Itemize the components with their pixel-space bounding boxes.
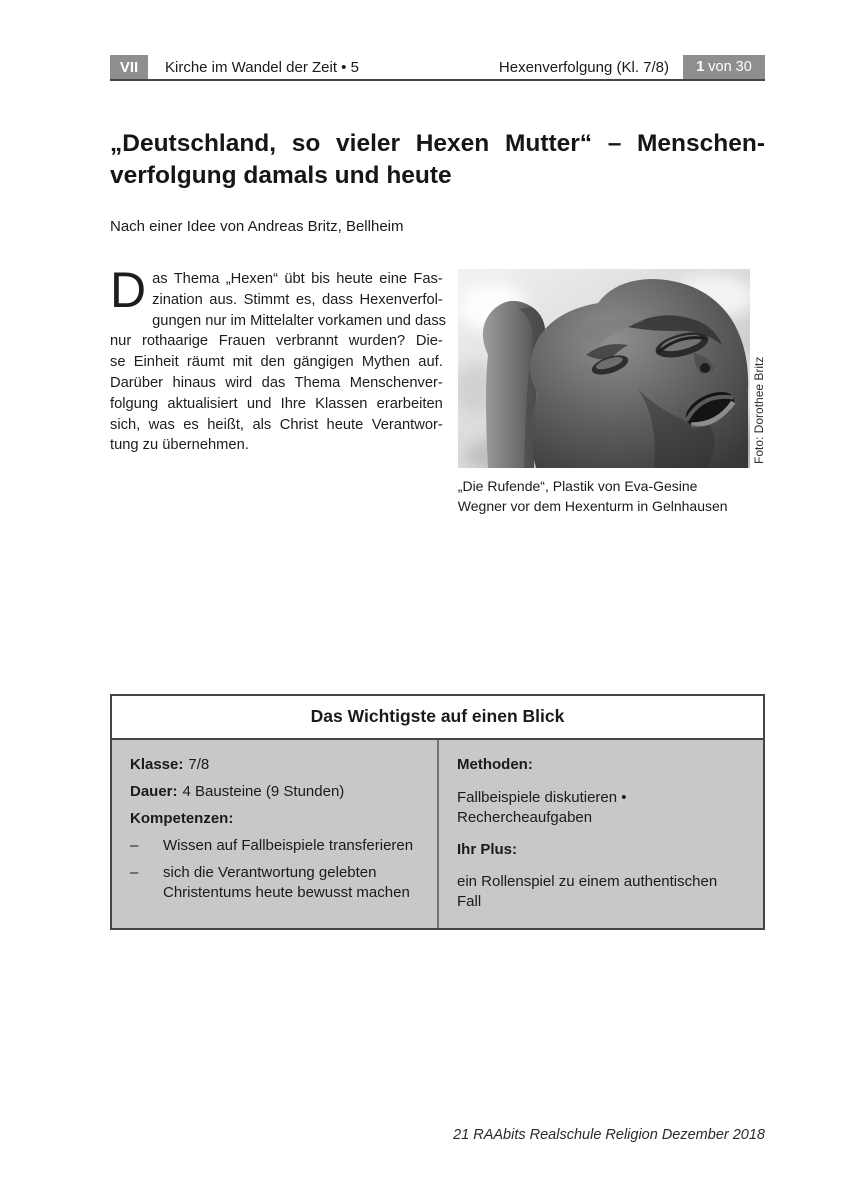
dash-bullet: – bbox=[130, 837, 139, 854]
intro-line: se Einheit räumt mit den gängigen Mythen auf. bbox=[110, 354, 443, 371]
unit-code-badge: VII bbox=[110, 55, 148, 79]
dash-bullet: – bbox=[130, 864, 139, 881]
intro-line: Darüber hinaus wird das Thema Menschenver- bbox=[110, 374, 443, 391]
intro-line: as Thema „Hexen“ übt bis heute eine Fas- bbox=[152, 271, 443, 287]
topic-title: Hexenverfolgung (Kl. 7/8) bbox=[498, 58, 669, 76]
main-content-row bbox=[110, 262, 766, 516]
photo-caption: „Die Rufende“, Plastik von Eva-Gesine Wegner vor dem Hexenturm in Gelnhausen bbox=[457, 478, 728, 514]
ihr-plus-value: ein Rollenspiel zu einem authentischen Fall bbox=[457, 873, 718, 910]
overview-box-title: Das Wichtigste auf einen Blick bbox=[112, 696, 763, 740]
page-total: von 30 bbox=[708, 59, 752, 75]
intro-paragraph bbox=[110, 262, 447, 516]
header-spacer bbox=[359, 55, 499, 79]
page-header bbox=[110, 55, 765, 81]
article-title-line2: verfolgung damals und heute bbox=[110, 162, 452, 189]
klasse-label: Klasse: bbox=[130, 756, 184, 773]
imprint-footer: 21 RAAbits Realschule Religion Dezember 2018 bbox=[453, 1127, 765, 1143]
dauer-value: 4 Bausteine (9 Stunden) bbox=[182, 783, 345, 800]
kompetenz-item-text: Wissen auf Fallbeispiele transferieren bbox=[163, 837, 414, 854]
methoden-value: Fallbeispiele diskutieren • Rechercheaufgaben bbox=[457, 789, 627, 826]
drop-cap: D bbox=[110, 262, 147, 318]
kompetenz-item bbox=[130, 836, 419, 856]
article-title bbox=[110, 128, 765, 192]
intro-line: sich, was es heißt, als Christ heute Verantwor- bbox=[110, 416, 443, 433]
intro-line: folgung aktualisiert und Ihre Klassen erarbeiten bbox=[110, 395, 443, 412]
intro-line: tung zu übernehmen. bbox=[110, 437, 249, 454]
overview-left-cell bbox=[112, 740, 439, 928]
kompetenzen-label: Kompetenzen: bbox=[130, 810, 234, 827]
overview-right-cell bbox=[439, 740, 763, 928]
byline: Nach einer Idee von Andreas Britz, Bellheim bbox=[110, 218, 404, 235]
article-title-line1: „Deutschland, so vieler Hexen Mutter“ – Menschen- bbox=[110, 130, 765, 157]
dauer-label: Dauer: bbox=[130, 783, 178, 800]
photo-credit: Foto: Dorothee Britz bbox=[751, 356, 766, 464]
dauer-row bbox=[130, 782, 419, 802]
klasse-row bbox=[130, 755, 419, 775]
intro-line: zination aus. Stimmt es, dass Hexenverfol- bbox=[152, 291, 443, 308]
intro-line: nur rothaarige Frauen verbrannt wurden? Die- bbox=[110, 333, 443, 350]
photo-figure bbox=[458, 269, 765, 516]
kompetenz-item-text: sich die Verantwortung gelebten Christentums heute bewusst machen bbox=[163, 864, 410, 901]
intro-line: gungen nur im Mittelalter vorkamen und dass bbox=[152, 312, 447, 329]
klasse-value: 7/8 bbox=[188, 756, 210, 773]
overview-box-body bbox=[112, 740, 763, 928]
sculpture-photo bbox=[458, 269, 750, 468]
kompetenz-item bbox=[130, 863, 419, 903]
series-title: Kirche im Wandel der Zeit • 5 bbox=[165, 58, 359, 76]
methoden-label: Methoden: bbox=[457, 756, 533, 773]
page-number: 1 bbox=[696, 59, 705, 75]
page-indicator-badge bbox=[683, 55, 765, 79]
ihr-plus-label: Ihr Plus: bbox=[457, 841, 518, 858]
overview-box bbox=[110, 694, 765, 930]
